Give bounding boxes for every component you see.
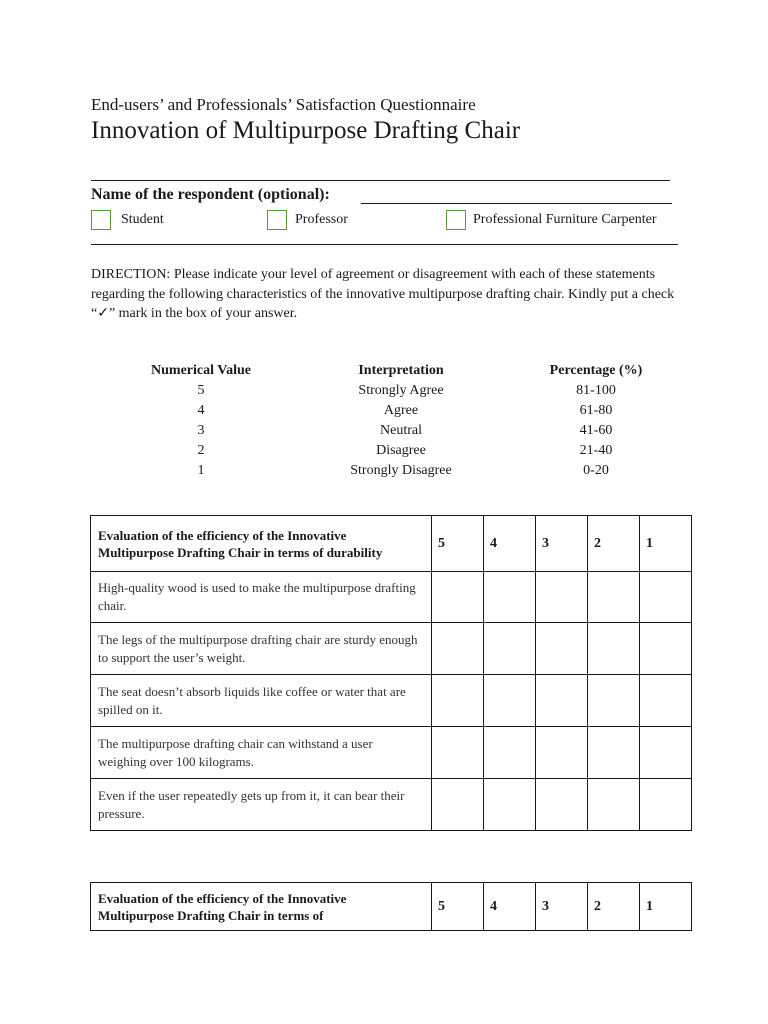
scale-header-value: Numerical Value xyxy=(151,363,251,378)
statement-text: The seat doesn’t absorb liquids like coffee or water that are spilled on it. xyxy=(91,675,432,727)
rating-cell-2[interactable] xyxy=(588,779,640,831)
rating-cell-1[interactable] xyxy=(640,572,692,623)
rating-cell-2[interactable] xyxy=(588,623,640,675)
scale-interpretation: Strongly Disagree xyxy=(350,463,452,478)
rating-cell-2[interactable] xyxy=(588,675,640,727)
rating-header-3: 3 xyxy=(536,516,588,572)
rating-header-1: 1 xyxy=(640,883,692,931)
rating-scale-table xyxy=(106,361,686,481)
durability-evaluation-table xyxy=(90,515,692,831)
scale-value: 2 xyxy=(197,443,205,458)
rating-cell-4[interactable] xyxy=(484,727,536,779)
rating-header-2: 2 xyxy=(588,883,640,931)
table-row xyxy=(91,675,692,727)
statement-text: The legs of the multipurpose drafting chair are sturdy enough to support the user’s weight. xyxy=(91,623,432,675)
divider-top xyxy=(91,180,670,181)
divider-options xyxy=(91,244,678,245)
student-checkbox-label: Student xyxy=(121,212,164,227)
statement-text: High-quality wood is used to make the multipurpose drafting chair. xyxy=(91,572,432,623)
rating-cell-3[interactable] xyxy=(536,727,588,779)
scale-row xyxy=(106,381,686,401)
rating-cell-4[interactable] xyxy=(484,675,536,727)
scale-percentage: 81-100 xyxy=(576,383,616,398)
direction-text: DIRECTION: Please indicate your level of agreement or disagreement with each of these statements regarding the following characteristics of the innovative multipurpose drafting chair. Kindly put a check “✓” mark in the box of your answer. xyxy=(91,267,675,321)
scale-header-interpretation: Interpretation xyxy=(358,363,444,378)
scale-interpretation: Agree xyxy=(383,403,419,418)
scale-interpretation: Disagree xyxy=(376,443,426,458)
table-row xyxy=(91,572,692,623)
rating-cell-4[interactable] xyxy=(484,779,536,831)
rating-header-5: 5 xyxy=(432,516,484,572)
scale-percentage: 41-60 xyxy=(579,423,613,438)
table-row xyxy=(91,623,692,675)
rating-cell-3[interactable] xyxy=(536,623,588,675)
respondent-name-field[interactable] xyxy=(361,203,672,204)
rating-cell-3[interactable] xyxy=(536,779,588,831)
respondent-name-label: Name of the respondent (optional): xyxy=(91,186,330,203)
rating-cell-5[interactable] xyxy=(432,623,484,675)
student-checkbox[interactable] xyxy=(91,210,111,230)
rating-header-4: 4 xyxy=(484,883,536,931)
rating-cell-2[interactable] xyxy=(588,727,640,779)
rating-header-2: 2 xyxy=(588,516,640,572)
rating-header-4: 4 xyxy=(484,516,536,572)
scale-value: 4 xyxy=(197,403,205,418)
carpenter-checkbox[interactable] xyxy=(446,210,466,230)
rating-cell-3[interactable] xyxy=(536,572,588,623)
scale-row xyxy=(106,401,686,421)
scale-value: 5 xyxy=(197,383,205,398)
scale-value: 1 xyxy=(197,463,205,478)
rating-cell-5[interactable] xyxy=(432,779,484,831)
table2-criterion-header: Evaluation of the efficiency of the Innovative Multipurpose Drafting Chair in terms of xyxy=(91,883,432,931)
rating-header-5: 5 xyxy=(432,883,484,931)
page-title: Innovation of Multipurpose Drafting Chair xyxy=(91,117,521,144)
rating-cell-5[interactable] xyxy=(432,572,484,623)
rating-header-1: 1 xyxy=(640,516,692,572)
scale-row xyxy=(106,441,686,461)
table-row xyxy=(91,727,692,779)
scale-interpretation: Strongly Agree xyxy=(358,383,444,398)
statement-text: The multipurpose drafting chair can withstand a user weighing over 100 kilograms. xyxy=(91,727,432,779)
rating-cell-4[interactable] xyxy=(484,572,536,623)
rating-cell-2[interactable] xyxy=(588,572,640,623)
scale-percentage: 21-40 xyxy=(579,443,613,458)
scale-row xyxy=(106,461,686,481)
rating-cell-5[interactable] xyxy=(432,675,484,727)
questionnaire-subtitle: End-users’ and Professionals’ Satisfaction Questionnaire xyxy=(91,95,476,114)
table-row xyxy=(91,779,692,831)
scale-value: 3 xyxy=(197,423,205,438)
second-evaluation-table xyxy=(90,882,692,931)
rating-header-3: 3 xyxy=(536,883,588,931)
scale-row xyxy=(106,421,686,441)
rating-cell-5[interactable] xyxy=(432,727,484,779)
rating-cell-1[interactable] xyxy=(640,623,692,675)
professor-checkbox[interactable] xyxy=(267,210,287,230)
rating-cell-1[interactable] xyxy=(640,779,692,831)
rating-cell-1[interactable] xyxy=(640,727,692,779)
professor-checkbox-label: Professor xyxy=(295,212,348,227)
scale-percentage: 0-20 xyxy=(583,463,609,478)
scale-header-percentage: Percentage (%) xyxy=(549,363,643,378)
scale-percentage: 61-80 xyxy=(579,403,613,418)
table1-criterion-header: Evaluation of the efficiency of the Innovative Multipurpose Drafting Chair in terms of durability xyxy=(91,516,432,572)
scale-interpretation: Neutral xyxy=(380,423,422,438)
rating-cell-3[interactable] xyxy=(536,675,588,727)
rating-cell-4[interactable] xyxy=(484,623,536,675)
carpenter-checkbox-label: Professional Furniture Carpenter xyxy=(473,212,657,227)
statement-text: Even if the user repeatedly gets up from it, it can bear their pressure. xyxy=(91,779,432,831)
rating-cell-1[interactable] xyxy=(640,675,692,727)
